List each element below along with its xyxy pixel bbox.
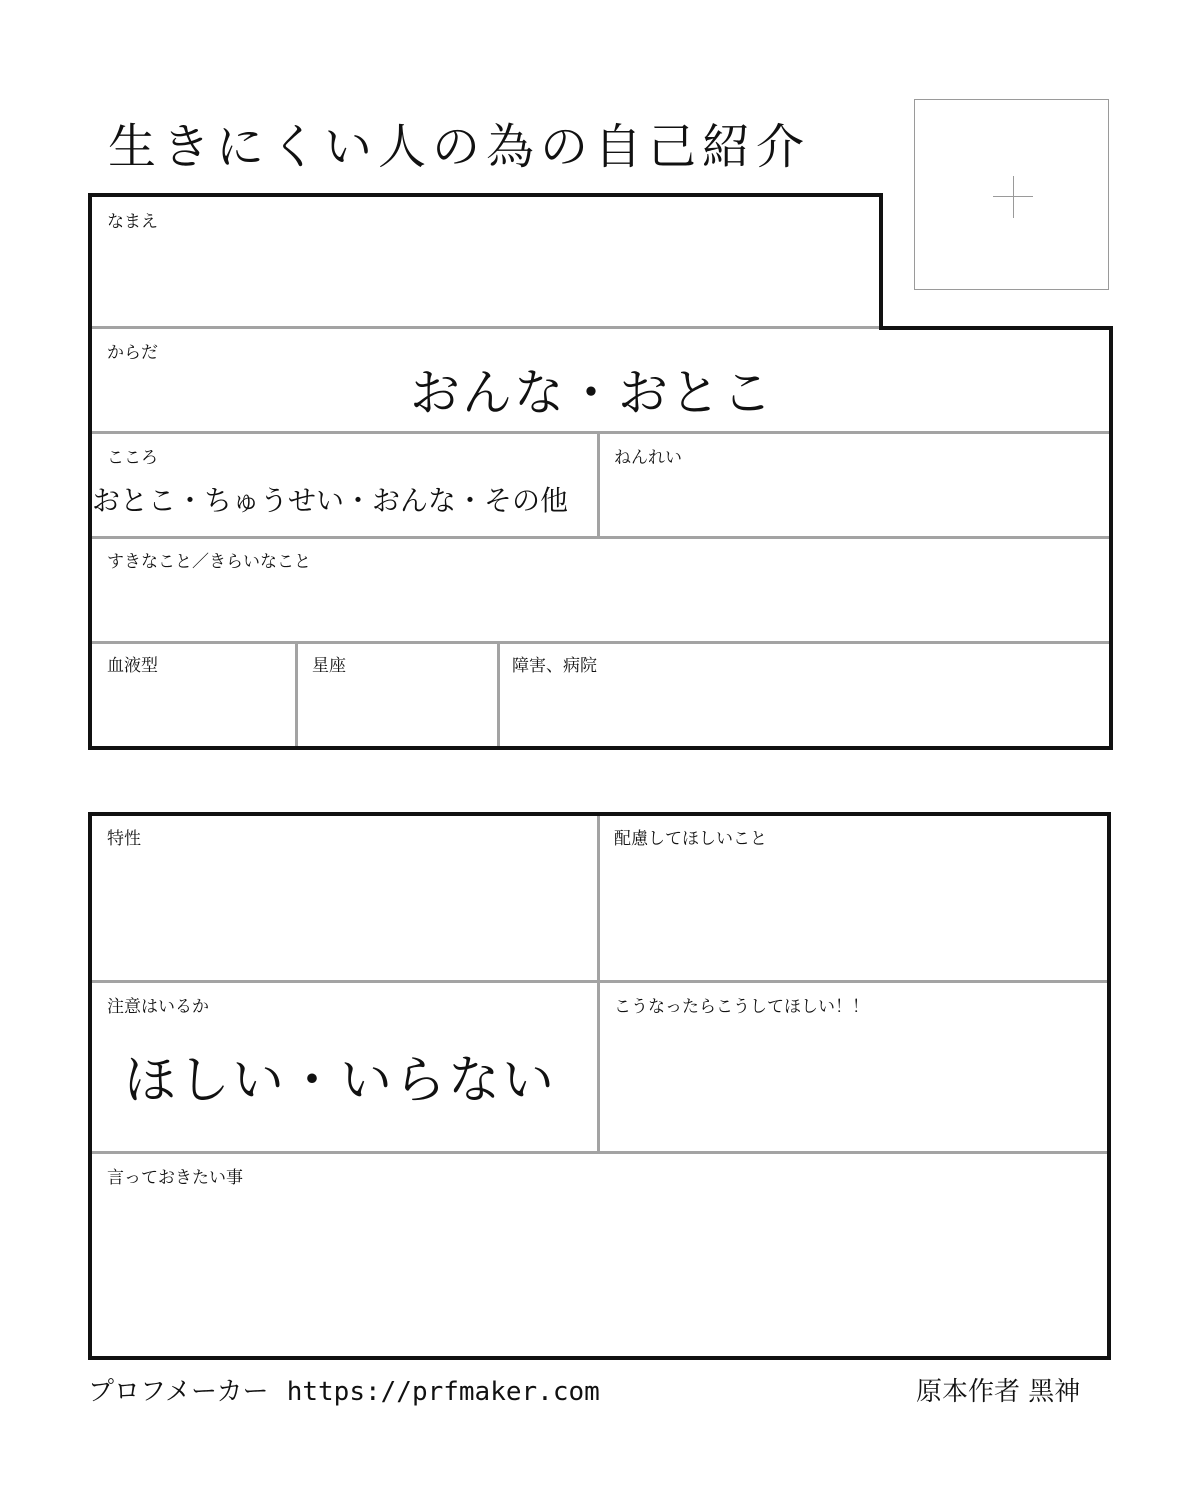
disability-hospital-label: 障害、病院 bbox=[512, 656, 597, 676]
consideration-label: 配慮してほしいこと bbox=[614, 829, 767, 849]
traits-label: 特性 bbox=[107, 829, 141, 849]
name-label: なまえ bbox=[107, 212, 158, 232]
mind-options: おとこ・ちゅうせい・おんな・その他 bbox=[92, 484, 569, 517]
zodiac-label: 星座 bbox=[312, 656, 346, 676]
maker-name: プロフメーカー bbox=[88, 1377, 269, 1407]
footer-maker bbox=[88, 1374, 600, 1410]
maker-url-link[interactable]: https://prfmaker.com bbox=[286, 1377, 600, 1407]
warning-label: 注意はいるか bbox=[107, 997, 209, 1017]
footer-author: 原本作者 黑神 bbox=[916, 1377, 1081, 1407]
if-then-label: こうなったらこうしてほしい！！ bbox=[614, 997, 869, 1017]
photo-upload-box[interactable] bbox=[914, 99, 1109, 290]
age-label: ねんれい bbox=[614, 448, 682, 468]
warning-options: ほしい・いらない bbox=[124, 1051, 557, 1111]
body-label: からだ bbox=[107, 343, 158, 363]
mind-label: こころ bbox=[107, 448, 158, 468]
likes-dislikes-label: すきなこと／きらいなこと bbox=[107, 552, 311, 572]
message-label: 言っておきたい事 bbox=[107, 1168, 243, 1188]
page-title: 生きにくい人の為の自己紹介 bbox=[108, 119, 811, 175]
blood-type-label: 血液型 bbox=[107, 656, 158, 676]
body-options: おんな・おとこ bbox=[410, 364, 774, 422]
